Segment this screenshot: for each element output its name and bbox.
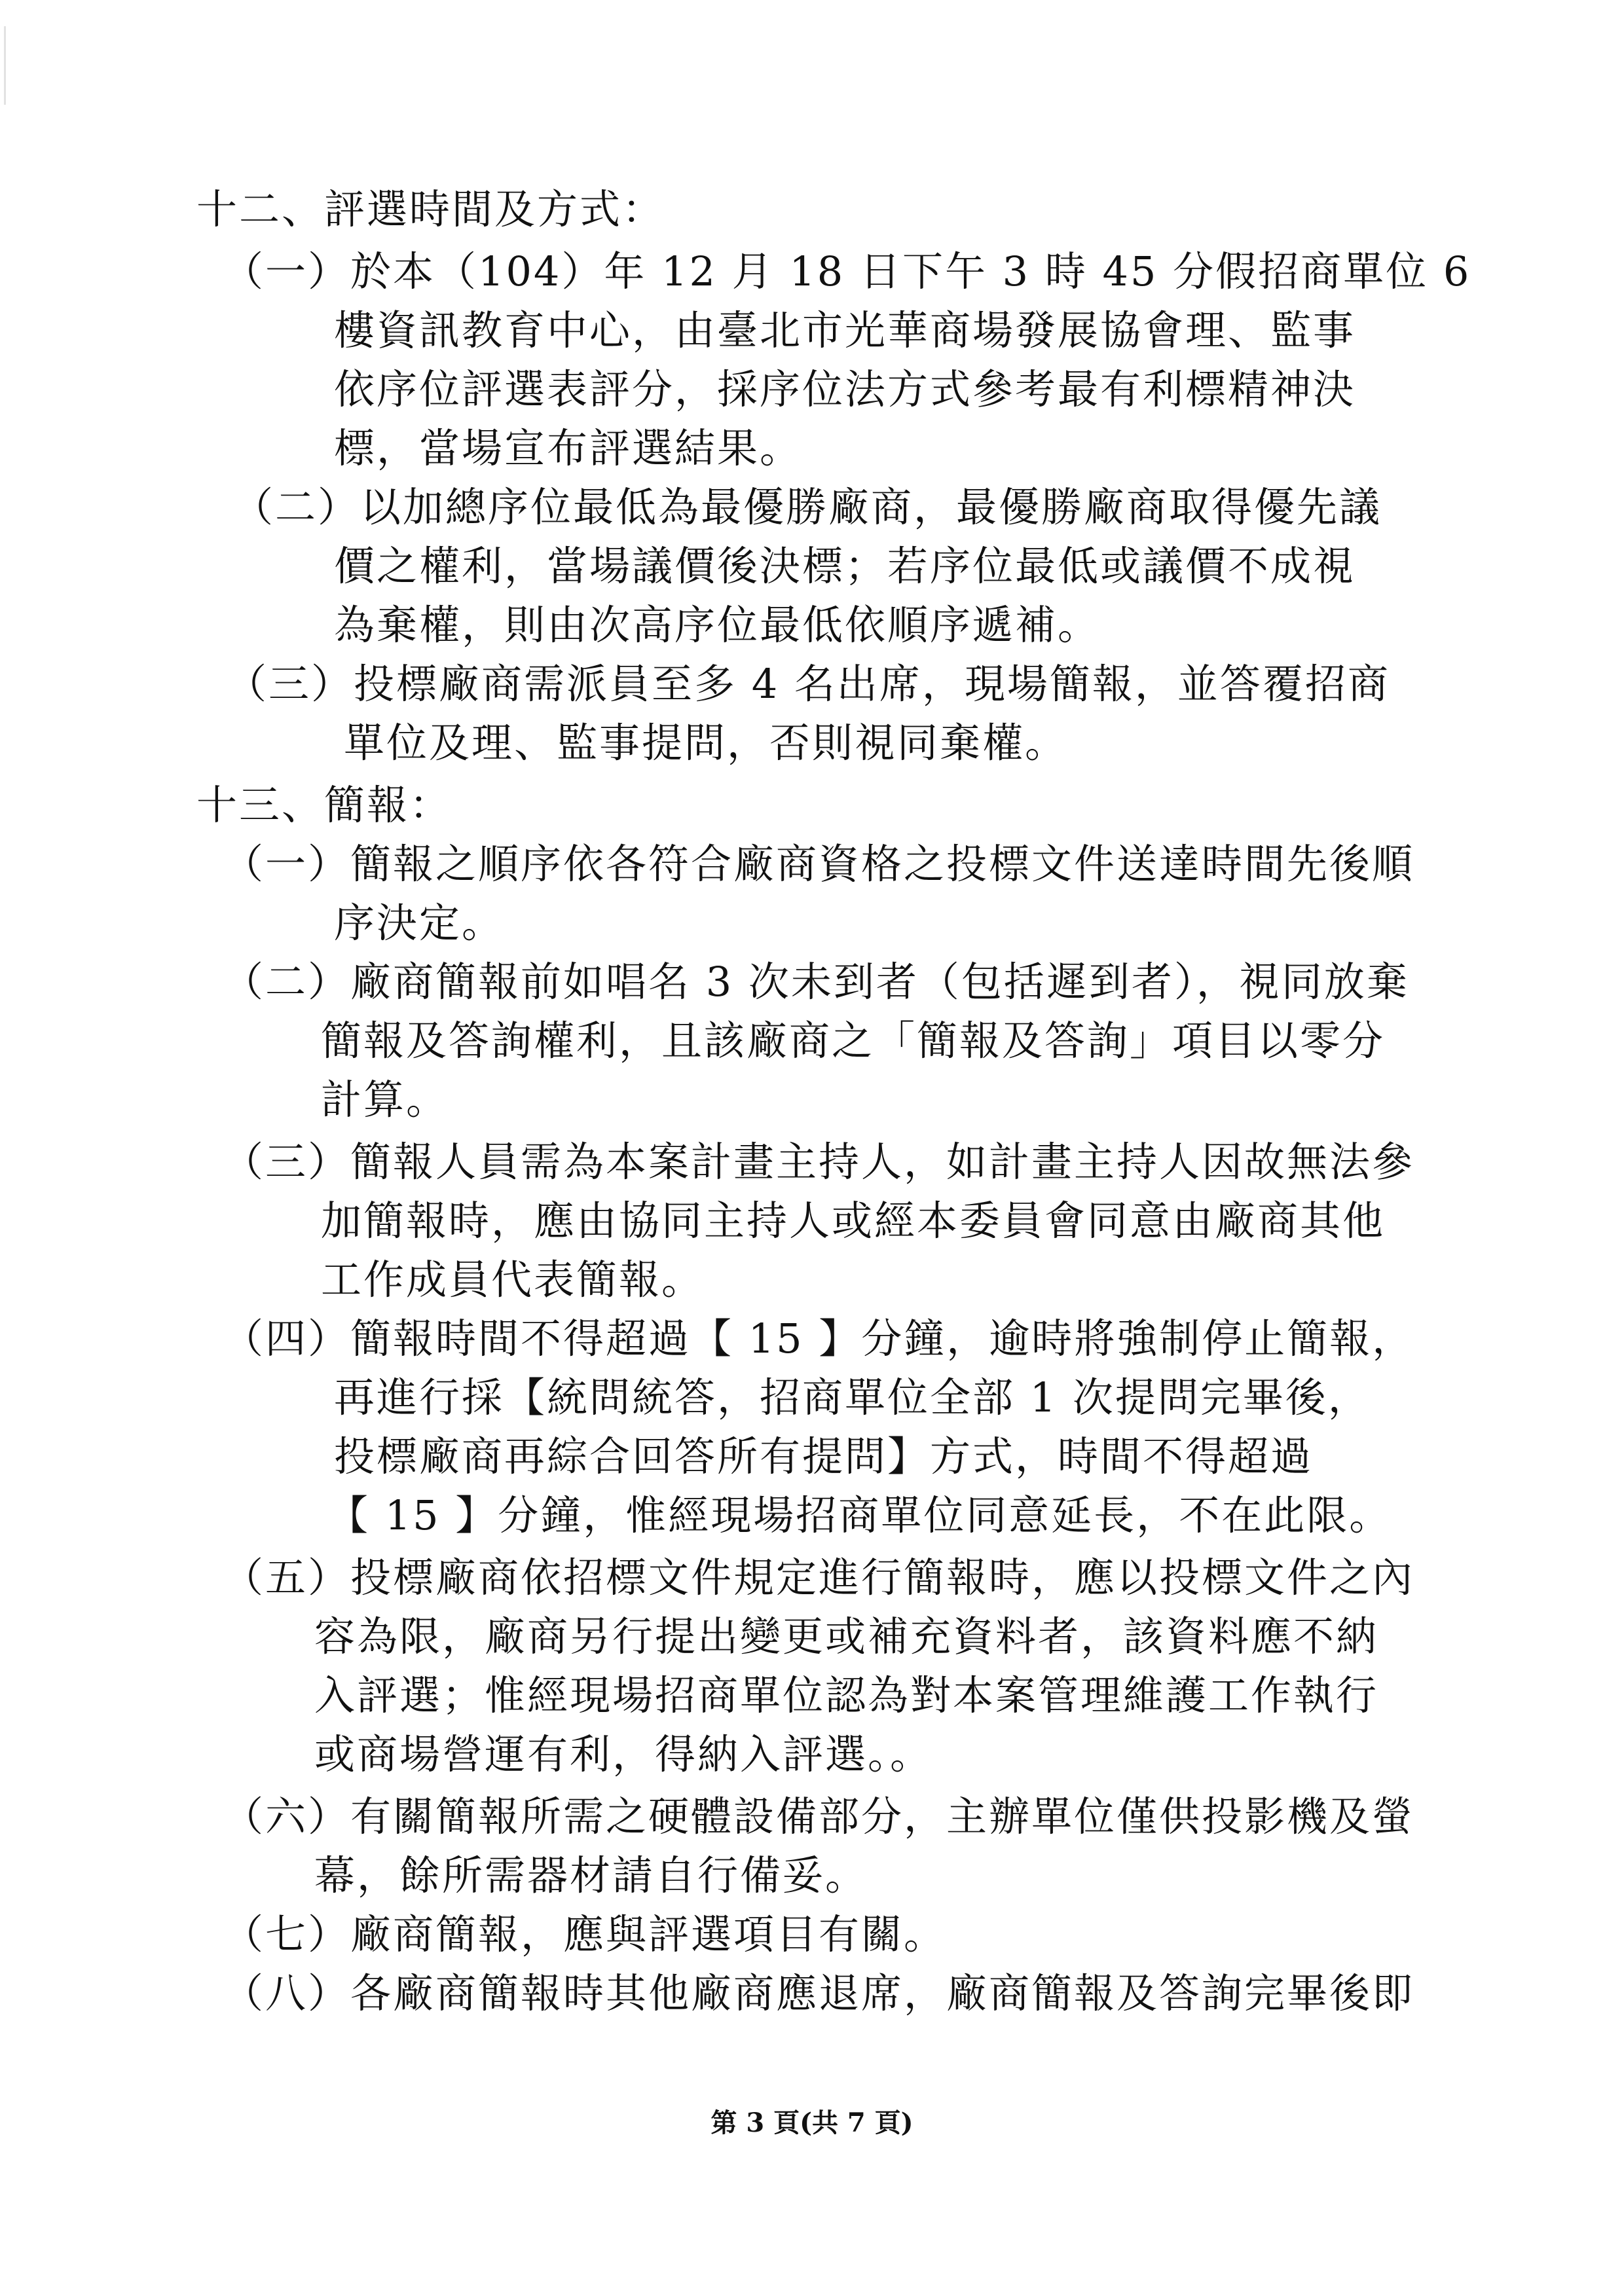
text-line: （二）廠商簡報前如唱名 3 次未到者（包括遲到者），視同放棄 <box>223 958 1409 1006</box>
text-line: （八）各廠商簡報時其他廠商應退席，廠商簡報及答詢完畢後即 <box>223 1969 1415 2017</box>
text-line: （五）投標廠商依招標文件規定進行簡報時，應以投標文件之內 <box>223 1554 1415 1601</box>
text-line: 價之權利，當場議價後決標；若序位最低或議價不成視 <box>334 542 1356 590</box>
text-line: 依序位評選表評分，採序位法方式參考最有利標精神決 <box>334 365 1356 413</box>
text-line: 工作成員代表簡報。 <box>321 1256 705 1303</box>
text-line: 或商場營運有利，得納入評選。。 <box>314 1730 933 1778</box>
text-line: （二）以加總序位最低為最優勝廠商，最優勝廠商取得優先議 <box>232 483 1382 531</box>
page-number: 第 3 頁(共 7 頁) <box>710 2107 913 2138</box>
text-line: 容為限，廠商另行提出變更或補充資料者，該資料應不納 <box>314 1613 1379 1660</box>
text-line: （三）投標廠商需派員至多 4 名出席，現場簡報，並答覆招商 <box>226 660 1390 708</box>
text-line: 簡報及答詢權利，且該廠商之「簡報及答詢」項目以零分 <box>321 1017 1386 1065</box>
text-line: 加簡報時，應由協同主持人或經本委員會同意由廠商其他 <box>321 1197 1386 1245</box>
text-line: （七）廠商簡報，應與評選項目有關。 <box>223 1910 947 1958</box>
text-line: （三）簡報人員需為本案計畫主持人，如計畫主持人因故無法參 <box>223 1138 1415 1186</box>
text-line: 幕，餘所需器材請自行備妥。 <box>314 1851 868 1899</box>
section-heading-12: 十二、評選時間及方式： <box>196 185 665 233</box>
text-line: 入評選；惟經現場招商單位認為對本案管理維護工作執行 <box>314 1671 1379 1719</box>
text-line: 樓資訊教育中心，由臺北市光華商場發展協會理、監事 <box>334 306 1356 354</box>
text-line: 單位及理、監事提問，否則視同棄權。 <box>344 719 1068 767</box>
text-line: 投標廠商再綜合回答所有提問】方式，時間不得超過 <box>334 1432 1314 1480</box>
text-line: （一）於本（104）年 12 月 18 日下午 3 時 45 分假招商單位 6 <box>223 247 1471 295</box>
text-line: 為棄權，則由次高序位最低依順序遞補。 <box>334 601 1101 649</box>
text-line: 標，當場宣布評選結果。 <box>334 424 803 472</box>
text-line: 【 15 】分鐘，惟經現場招商單位同意延長，不在此限。 <box>327 1491 1392 1539</box>
text-line: 再進行採【統問統答，招商單位全部 1 次提問完畢後， <box>334 1374 1371 1421</box>
text-line: 計算。 <box>321 1076 449 1123</box>
scan-artifact <box>4 26 6 105</box>
text-line: （一）簡報之順序依各符合廠商資格之投標文件送達時間先後順 <box>223 840 1415 888</box>
section-heading-13: 十三、簡報： <box>196 781 452 829</box>
text-line: （四）簡報時間不得超過【 15 】分鐘，逾時將強制停止簡報， <box>223 1315 1415 1362</box>
text-line: （六）有關簡報所需之硬體設備部分，主辦單位僅供投影機及螢 <box>223 1793 1415 1840</box>
text-line: 序決定。 <box>334 899 505 947</box>
